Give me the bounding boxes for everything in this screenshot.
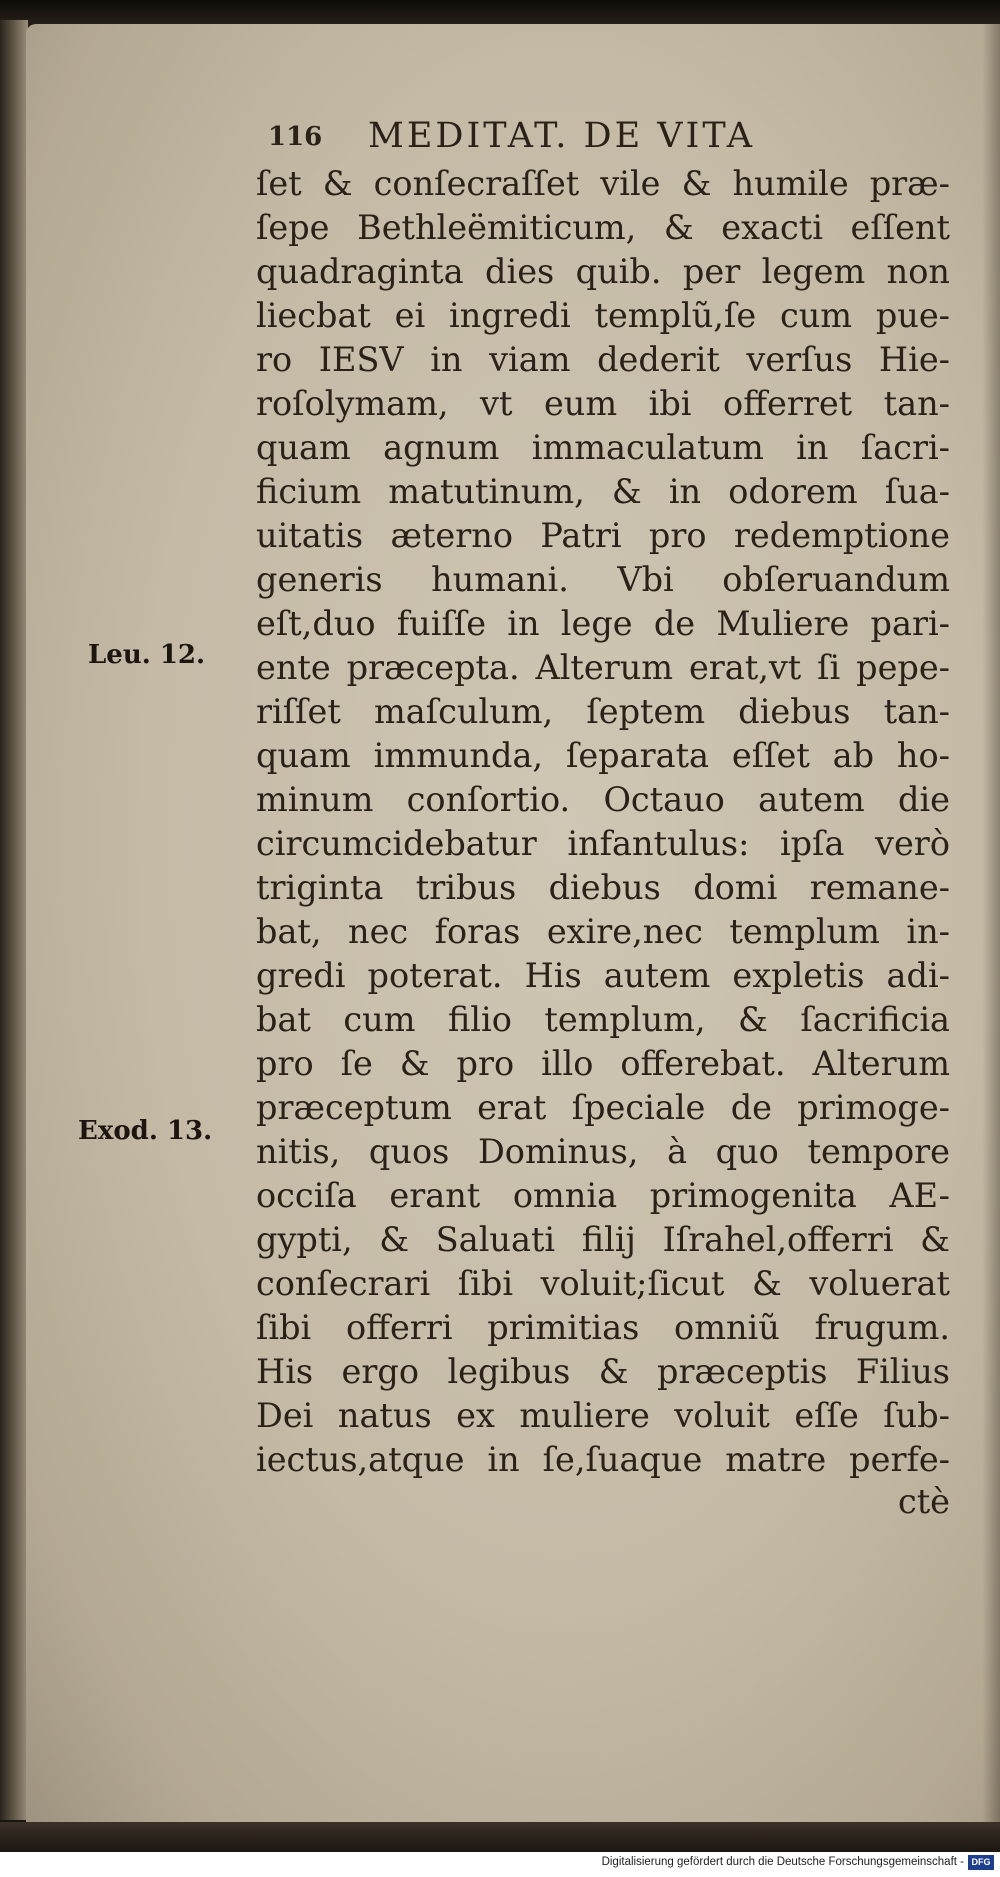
page-number: 116 bbox=[268, 122, 323, 152]
body-text bbox=[256, 162, 950, 1662]
running-title: MEDITAT. DE VITA bbox=[368, 116, 756, 156]
text-line: præceptum erat ſpeciale de primoge- bbox=[256, 1088, 950, 1127]
text-line: quam agnum immaculatum in ſacri- bbox=[256, 428, 950, 467]
text-line: ſet & conſecraſſet vile & humile præ- bbox=[256, 164, 950, 203]
text-line: ro IESV in viam dederit verſus Hie- bbox=[256, 340, 950, 379]
catchword: ctè bbox=[897, 1482, 950, 1521]
text-line: conſecrari ſibi voluit;ſicut & voluerat bbox=[256, 1264, 950, 1303]
text-line: bat cum filio templum, & ſacrificia bbox=[256, 1000, 950, 1039]
footer-credit-text: Digitalisierung gefördert durch die Deutsche Forschungsgemeinschaft - bbox=[601, 1856, 964, 1868]
page-header bbox=[268, 116, 888, 168]
text-line: ſibi offerri primitias omniũ frugum. bbox=[256, 1308, 950, 1347]
book-edge-left bbox=[0, 20, 28, 1820]
text-line: nitis, quos Dominus, à quo tempore bbox=[256, 1132, 950, 1171]
text-line: gredi poterat. His autem expletis adi- bbox=[256, 956, 950, 995]
text-line: quadraginta dies quib. per legem non bbox=[256, 252, 950, 291]
text-line: minum conſortio. Octauo autem die bbox=[256, 780, 950, 819]
text-line: ſepe Bethleëmiticum, & exacti eſſent bbox=[256, 208, 950, 247]
text-line: Dei natus ex muliere voluit eſſe ſub- bbox=[256, 1396, 950, 1435]
page-gutter-shadow bbox=[982, 24, 1000, 1822]
marginal-note-leviticus: Leu. 12. bbox=[88, 640, 206, 670]
text-line: eſt,duo fuiſſe in lege de Muliere pari- bbox=[256, 604, 950, 643]
text-line: bat, nec foras exire,nec templum in- bbox=[256, 912, 950, 951]
text-line: ente præcepta. Alterum erat,vt ſi pepe- bbox=[256, 648, 950, 687]
text-line: liecbat ei ingredi templũ,ſe cum pue- bbox=[256, 296, 950, 335]
digitization-footer bbox=[0, 1852, 1000, 1877]
marginal-note-exodus: Exod. 13. bbox=[78, 1116, 213, 1146]
text-line: ficium matutinum, & in odorem ſua- bbox=[256, 472, 950, 511]
text-line: circumcidebatur infantulus: ipſa verò bbox=[256, 824, 950, 863]
text-line: occiſa erant omnia primogenita AE- bbox=[256, 1176, 950, 1215]
text-line: uitatis æterno Patri pro redemptione bbox=[256, 516, 950, 555]
text-line: roſolymam, vt eum ibi offerret tan- bbox=[256, 384, 950, 423]
text-line: pro ſe & pro illo offerebat. Alterum bbox=[256, 1044, 950, 1083]
text-line: gypti, & Saluati filij Iſrahel,offerri & bbox=[256, 1220, 950, 1259]
text-line: triginta tribus diebus domi remane- bbox=[256, 868, 950, 907]
dfg-logo: DFG bbox=[968, 1855, 994, 1870]
text-line: generis humani. Vbi obſeruandum bbox=[256, 560, 950, 599]
text-line: riſſet maſculum, ſeptem diebus tan- bbox=[256, 692, 950, 731]
book-edge-bottom bbox=[0, 1822, 1000, 1852]
text-line: quam immunda, ſeparata eſſet ab ho- bbox=[256, 736, 950, 775]
text-line: His ergo legibus & præceptis Filius bbox=[256, 1352, 950, 1391]
text-line: iectus,atque in ſe,ſuaque matre perfe- bbox=[256, 1440, 950, 1479]
